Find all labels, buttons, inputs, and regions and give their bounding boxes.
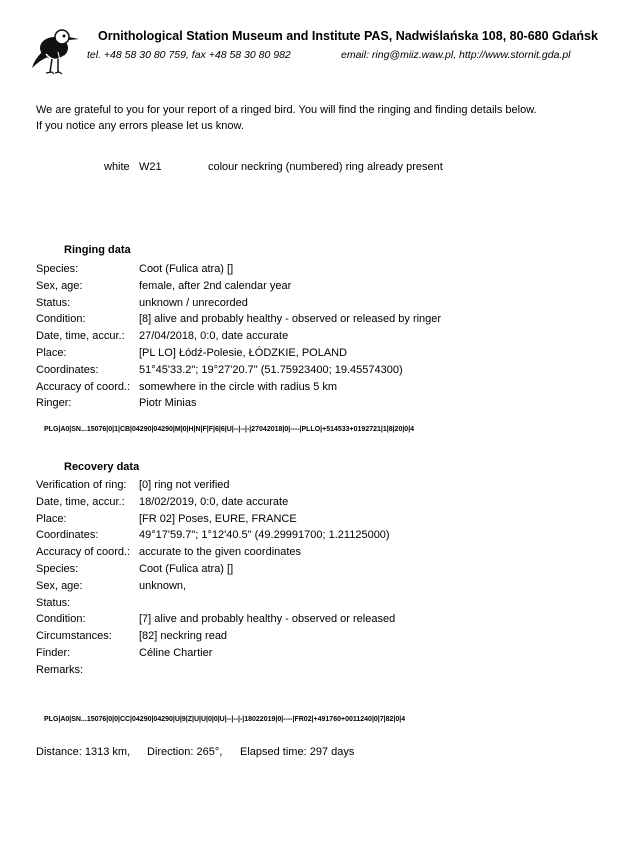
- field-value: somewhere in the circle with radius 5 km: [139, 380, 338, 393]
- field-value: Coot (Fulica atra) []: [139, 263, 234, 275]
- field-label: Sex, age:: [36, 279, 83, 292]
- field-value: [0] ring not verified: [139, 479, 230, 491]
- field-value: 49°17'59.7"; 1°12'40.5" (49.29991700; 1.21125000): [139, 529, 390, 542]
- field-label: Ringer:: [36, 397, 72, 410]
- field-label: Remarks:: [36, 663, 84, 676]
- field-value: [FR 02] Poses, EURE, FRANCE: [139, 512, 297, 525]
- field-value: 27/04/2018, 0:0, date accurate: [139, 330, 289, 343]
- field-value: [7] alive and probably healthy - observed or released: [139, 613, 396, 626]
- field-label: Coordinates:: [36, 363, 99, 376]
- ring-color: white: [104, 161, 130, 173]
- ringing-code-line: PLG|A0|SN...15076|0|1|CB|04290|04290|M|0|H|N|F|F|6|6|U|--|--|-|27042018|0|----|PLLO|+514533+0192721|1|8|20|0|4: [44, 426, 415, 433]
- field-value: female, after 2nd calendar year: [139, 279, 292, 292]
- field-value: unknown / unrecorded: [139, 296, 248, 309]
- field-value: [PL LO] Łódź-Polesie, ŁÓDZKIE, POLAND: [139, 347, 348, 359]
- field-label: Status:: [36, 596, 71, 609]
- recovery-heading: Recovery data: [64, 461, 140, 473]
- direction: Direction: 265°,: [147, 746, 223, 758]
- field-label: Species:: [36, 263, 79, 275]
- field-label: Place:: [36, 347, 67, 359]
- intro-line-1: We are grateful to you for your report of a ringed bird. You will find the ringing and finding details below.: [36, 104, 537, 116]
- field-value: accurate to the given coordinates: [139, 546, 302, 559]
- field-label: Coordinates:: [36, 529, 99, 542]
- field-value: Céline Chartier: [139, 647, 213, 659]
- station-title: Ornithological Station Museum and Institute PAS, Nadwiślańska 108, 80-680 Gdańsk: [98, 29, 598, 43]
- field-value: [82] neckring read: [139, 630, 228, 643]
- field-label: Accuracy of coord.:: [36, 546, 131, 559]
- ring-description: colour neckring (numbered) ring already present: [208, 161, 443, 173]
- field-label: Date, time, accur.:: [36, 495, 125, 508]
- field-label: Verification of ring:: [36, 479, 127, 491]
- contact-info: email: ring@miiz.waw.pl, http://www.stornit.gda.pl: [341, 49, 571, 61]
- field-label: Date, time, accur.:: [36, 330, 125, 343]
- field-label: Sex, age:: [36, 579, 83, 592]
- phone-fax: tel. +48 58 30 80 759, fax +48 58 30 80 982: [87, 49, 291, 61]
- ring-code: W21: [139, 161, 162, 173]
- field-value: [8] alive and probably healthy - observed or released by ringer: [139, 313, 442, 326]
- field-value: 51°45'33.2"; 19°27'20.7" (51.75923400; 19.45574300): [139, 363, 403, 376]
- distance: Distance: 1313 km,: [36, 746, 131, 758]
- intro-line-2: If you notice any errors please let us know.: [36, 120, 244, 132]
- field-value: Coot (Fulica atra) []: [139, 563, 234, 575]
- field-value: Piotr Minias: [139, 397, 197, 410]
- field-label: Status:: [36, 296, 71, 309]
- field-value: 18/02/2019, 0:0, date accurate: [139, 495, 289, 508]
- field-label: Condition:: [36, 613, 86, 626]
- field-label: Species:: [36, 563, 79, 575]
- recovery-code-line: PLG|A0|SN...15076|0|0|CC|04290|04290|U|9|Z|U|U|0|0|U|--|--|-|18022019|0|----|FR02|+491760+0011240|0|7|82|0|4: [44, 716, 406, 723]
- field-label: Circumstances:: [36, 630, 112, 643]
- ringing-heading: Ringing data: [64, 244, 131, 256]
- field-value: unknown,: [139, 579, 187, 592]
- field-label: Condition:: [36, 313, 86, 326]
- field-label: Place:: [36, 512, 67, 525]
- field-label: Accuracy of coord.:: [36, 380, 131, 393]
- station-logo-bird-icon: [28, 24, 80, 80]
- field-label: Finder:: [36, 647, 71, 659]
- elapsed-time: Elapsed time: 297 days: [240, 746, 355, 758]
